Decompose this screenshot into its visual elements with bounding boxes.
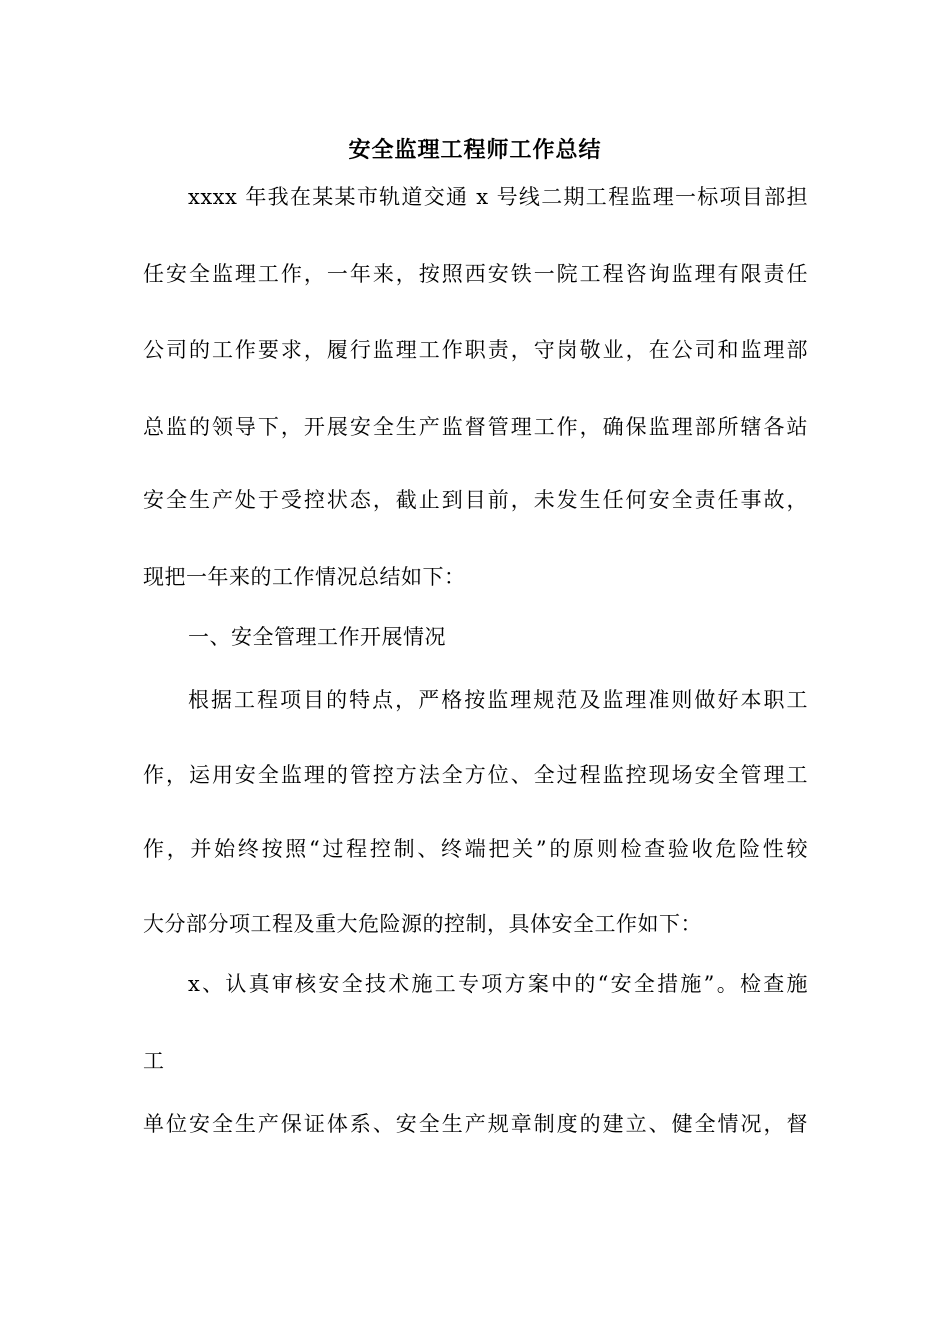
paragraph-line: 任安全监理工作，一年来，按照西安铁一院工程咨询监理有限责任 (143, 262, 808, 286)
paragraph-line: 大分部分项工程及重大危险源的控制，具体安全工作如下： (143, 912, 702, 936)
paragraph-line: 现把一年来的工作情况总结如下： (143, 565, 466, 589)
paragraph-line: 作，运用安全监理的管控方法全方位、全过程监控现场安全管理工 (143, 763, 808, 787)
document-title: 安全监理工程师工作总结 (348, 138, 602, 163)
paragraph-line: 总监的领导下，开展安全生产监督管理工作，确保监理部所辖各站 (143, 415, 808, 439)
paragraph-line: 公司的工作要求，履行监理工作职责，守岗敬业，在公司和监理部 (143, 338, 808, 362)
paragraph-line: 工 (143, 1049, 165, 1073)
paragraph-line: x、认真审核安全技术施工专项方案中的“安全措施”。检查施 (188, 972, 808, 996)
paragraph-line: 单位安全生产保证体系、安全生产规章制度的建立、健全情况，督 (143, 1112, 808, 1136)
section-heading: 一、安全管理工作开展情况 (188, 625, 446, 649)
paragraph-line: 作，并始终按照“过程控制、终端把关”的原则检查验收危险性较 (143, 837, 808, 861)
paragraph-line: xxxx 年我在某某市轨道交通 x 号线二期工程监理一标项目部担 (188, 185, 808, 209)
paragraph-line: 根据工程项目的特点，严格按监理规范及监理准则做好本职工 (188, 688, 808, 712)
paragraph-line: 安全生产处于受控状态，截止到目前，未发生任何安全责任事故， (143, 488, 808, 512)
